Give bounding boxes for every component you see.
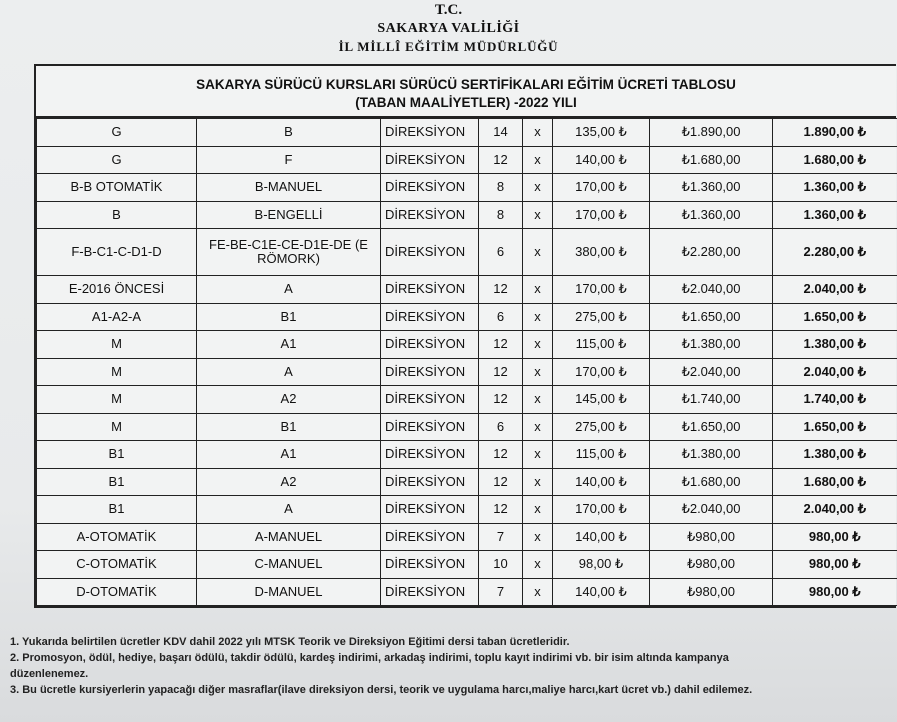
table-cell-c6: 170,00 ₺ xyxy=(553,496,650,524)
table-cell-c8: 1.360,00 ₺ xyxy=(773,174,897,202)
table-cell-c1: M xyxy=(37,386,197,414)
table-cell-c3: DİREKSİYON xyxy=(381,468,479,496)
table-cell-c3: DİREKSİYON xyxy=(381,229,479,276)
table-cell-c6: 170,00 ₺ xyxy=(553,201,650,229)
table-cell-c8: 2.040,00 ₺ xyxy=(773,358,897,386)
table-cell-c4: 12 xyxy=(479,496,523,524)
table-cell-c1: D-OTOMATİK xyxy=(37,578,197,606)
table-title xyxy=(36,66,896,118)
table-cell-c2: D-MANUEL xyxy=(197,578,381,606)
table-cell-c1: B1 xyxy=(37,468,197,496)
table-cell-c6: 275,00 ₺ xyxy=(553,413,650,441)
table-cell-c8: 1.380,00 ₺ xyxy=(773,331,897,359)
table-row xyxy=(37,331,897,359)
table-cell-c8: 2.040,00 ₺ xyxy=(773,496,897,524)
table-cell-c4: 12 xyxy=(479,468,523,496)
table-cell-c5: x xyxy=(523,441,553,469)
table-row xyxy=(37,578,897,606)
table-cell-c2: A xyxy=(197,496,381,524)
table-row xyxy=(37,551,897,579)
note-2-continued: düzenlenemez. xyxy=(10,668,89,680)
table-cell-c6: 135,00 ₺ xyxy=(553,119,650,147)
table-cell-c3: DİREKSİYON xyxy=(381,413,479,441)
table-cell-c2: FE-BE-C1E-CE-D1E-DE (E RÖMORK) xyxy=(197,229,381,276)
table-cell-c8: 1.380,00 ₺ xyxy=(773,441,897,469)
table-cell-c6: 115,00 ₺ xyxy=(553,441,650,469)
table-cell-c1: G xyxy=(37,146,197,174)
table-cell-c5: x xyxy=(523,386,553,414)
table-cell-c4: 7 xyxy=(479,578,523,606)
table-cell-c4: 12 xyxy=(479,441,523,469)
table-title-line-2: (TABAN MAALİYETLER) -2022 YILI xyxy=(355,95,577,110)
table-cell-c5: x xyxy=(523,551,553,579)
table-cell-c2: A2 xyxy=(197,468,381,496)
table-cell-c5: x xyxy=(523,119,553,147)
table-cell-c8: 2.280,00 ₺ xyxy=(773,229,897,276)
table-cell-c3: DİREKSİYON xyxy=(381,146,479,174)
table-cell-c1: M xyxy=(37,358,197,386)
table-cell-c6: 140,00 ₺ xyxy=(553,578,650,606)
fee-table xyxy=(34,64,896,608)
table-cell-c6: 115,00 ₺ xyxy=(553,331,650,359)
table-cell-c6: 98,00 ₺ xyxy=(553,551,650,579)
table-cell-c8: 980,00 ₺ xyxy=(773,523,897,551)
table-cell-c5: x xyxy=(523,303,553,331)
table-row xyxy=(37,146,897,174)
table-cell-c8: 1.680,00 ₺ xyxy=(773,146,897,174)
table-row xyxy=(37,496,897,524)
table-cell-c1: B xyxy=(37,201,197,229)
table-cell-c5: x xyxy=(523,331,553,359)
table-cell-c3: DİREKSİYON xyxy=(381,523,479,551)
table-cell-c7: ₺1.380,00 xyxy=(650,331,773,359)
table-cell-c6: 140,00 ₺ xyxy=(553,468,650,496)
table-cell-c7: ₺1.360,00 xyxy=(650,174,773,202)
table-row xyxy=(37,303,897,331)
table-cell-c2: C-MANUEL xyxy=(197,551,381,579)
table-cell-c8: 1.650,00 ₺ xyxy=(773,303,897,331)
table-cell-c3: DİREKSİYON xyxy=(381,174,479,202)
table-cell-c4: 12 xyxy=(479,358,523,386)
table-cell-c8: 1.360,00 ₺ xyxy=(773,201,897,229)
table-cell-c3: DİREKSİYON xyxy=(381,201,479,229)
table-cell-c1: A-OTOMATİK xyxy=(37,523,197,551)
table-cell-c3: DİREKSİYON xyxy=(381,303,479,331)
table-cell-c2: B xyxy=(197,119,381,147)
table-cell-c8: 1.890,00 ₺ xyxy=(773,119,897,147)
table-row xyxy=(37,413,897,441)
table-cell-c2: A xyxy=(197,358,381,386)
note-1: 1. Yukarıda belirtilen ücretler KDV dahil 2022 yılı MTSK Teorik ve Direksiyon Eğitimi dersi taban ücretleridir. xyxy=(10,636,570,648)
note-3: 3. Bu ücretle kursiyerlerin yapacağı diğer masraflar(ilave direksiyon dersi, teorik ve uygulama harcı,maliye harcı,kart ücret vb.) dahil edilemez. xyxy=(10,684,753,696)
table-cell-c4: 6 xyxy=(479,229,523,276)
table-cell-c7: ₺2.040,00 xyxy=(650,496,773,524)
table-cell-c5: x xyxy=(523,276,553,304)
table-cell-c8: 980,00 ₺ xyxy=(773,551,897,579)
table-cell-c7: ₺980,00 xyxy=(650,578,773,606)
table-row xyxy=(37,468,897,496)
table-cell-c5: x xyxy=(523,468,553,496)
table-cell-c1: F-B-C1-C-D1-D xyxy=(37,229,197,276)
table-row xyxy=(37,358,897,386)
table-cell-c7: ₺1.890,00 xyxy=(650,119,773,147)
table-cell-c7: ₺980,00 xyxy=(650,551,773,579)
table-cell-c7: ₺1.380,00 xyxy=(650,441,773,469)
table-cell-c4: 12 xyxy=(479,276,523,304)
table-cell-c5: x xyxy=(523,358,553,386)
table-cell-c2: A1 xyxy=(197,331,381,359)
table-cell-c4: 12 xyxy=(479,386,523,414)
table-cell-c8: 1.740,00 ₺ xyxy=(773,386,897,414)
table-row xyxy=(37,386,897,414)
table-cell-c1: M xyxy=(37,413,197,441)
table-cell-c2: B1 xyxy=(197,413,381,441)
table-cell-c3: DİREKSİYON xyxy=(381,331,479,359)
table-cell-c1: G xyxy=(37,119,197,147)
table-cell-c5: x xyxy=(523,413,553,441)
table-cell-c3: DİREKSİYON xyxy=(381,441,479,469)
table-row xyxy=(37,201,897,229)
table-cell-c4: 6 xyxy=(479,413,523,441)
table-cell-c1: B-B OTOMATİK xyxy=(37,174,197,202)
table-cell-c4: 12 xyxy=(479,331,523,359)
table-cell-c5: x xyxy=(523,146,553,174)
note-2: 2. Promosyon, ödül, hediye, başarı ödülü, takdir ödülü, kardeş indirimi, arkadaş indirimi, toplu kayıt indirimi vb. bir isim altında kampanya xyxy=(10,652,729,664)
table-cell-c2: A2 xyxy=(197,386,381,414)
table-cell-c7: ₺1.680,00 xyxy=(650,468,773,496)
table-cell-c7: ₺1.650,00 xyxy=(650,303,773,331)
table-cell-c5: x xyxy=(523,174,553,202)
table-cell-c2: A xyxy=(197,276,381,304)
table-title-line-1: SAKARYA SÜRÜCÜ KURSLARI SÜRÜCÜ SERTİFİKALARI EĞİTİM ÜCRETİ TABLOSU xyxy=(196,77,736,92)
table-cell-c6: 380,00 ₺ xyxy=(553,229,650,276)
table-cell-c7: ₺1.740,00 xyxy=(650,386,773,414)
table-cell-c6: 170,00 ₺ xyxy=(553,276,650,304)
table-cell-c6: 140,00 ₺ xyxy=(553,146,650,174)
table-cell-c5: x xyxy=(523,229,553,276)
table-cell-c7: ₺2.040,00 xyxy=(650,358,773,386)
table-cell-c8: 2.040,00 ₺ xyxy=(773,276,897,304)
table-cell-c3: DİREKSİYON xyxy=(381,496,479,524)
table-cell-c2: A1 xyxy=(197,441,381,469)
header-line-1: T.C. xyxy=(434,2,463,18)
table-cell-c7: ₺2.040,00 xyxy=(650,276,773,304)
table-cell-c1: B1 xyxy=(37,441,197,469)
table-cell-c6: 145,00 ₺ xyxy=(553,386,650,414)
table-cell-c1: C-OTOMATİK xyxy=(37,551,197,579)
table-cell-c6: 170,00 ₺ xyxy=(553,358,650,386)
table-cell-c4: 6 xyxy=(479,303,523,331)
table-cell-c1: B1 xyxy=(37,496,197,524)
table-cell-c7: ₺1.650,00 xyxy=(650,413,773,441)
table-cell-c8: 1.680,00 ₺ xyxy=(773,468,897,496)
table-cell-c8: 1.650,00 ₺ xyxy=(773,413,897,441)
table-row xyxy=(37,523,897,551)
table-cell-c2: F xyxy=(197,146,381,174)
table-cell-c2: B1 xyxy=(197,303,381,331)
fee-table-body xyxy=(36,118,897,606)
table-row xyxy=(37,119,897,147)
table-cell-c3: DİREKSİYON xyxy=(381,386,479,414)
table-row xyxy=(37,276,897,304)
table-cell-c8: 980,00 ₺ xyxy=(773,578,897,606)
table-row xyxy=(37,441,897,469)
header-line-2: SAKARYA VALİLİĞİ xyxy=(377,21,520,36)
table-cell-c3: DİREKSİYON xyxy=(381,276,479,304)
table-cell-c7: ₺2.280,00 xyxy=(650,229,773,276)
table-row xyxy=(37,229,897,276)
table-cell-c3: DİREKSİYON xyxy=(381,551,479,579)
table-cell-c1: M xyxy=(37,331,197,359)
table-cell-c5: x xyxy=(523,201,553,229)
table-cell-c4: 8 xyxy=(479,201,523,229)
footnotes xyxy=(10,634,890,698)
table-row xyxy=(37,174,897,202)
table-cell-c3: DİREKSİYON xyxy=(381,119,479,147)
table-cell-c2: B-MANUEL xyxy=(197,174,381,202)
table-cell-c3: DİREKSİYON xyxy=(381,358,479,386)
table-cell-c2: A-MANUEL xyxy=(197,523,381,551)
table-cell-c7: ₺1.680,00 xyxy=(650,146,773,174)
table-cell-c4: 7 xyxy=(479,523,523,551)
table-cell-c3: DİREKSİYON xyxy=(381,578,479,606)
table-cell-c4: 14 xyxy=(479,119,523,147)
table-cell-c7: ₺1.360,00 xyxy=(650,201,773,229)
table-cell-c4: 12 xyxy=(479,146,523,174)
table-cell-c1: E-2016 ÖNCESİ xyxy=(37,276,197,304)
table-cell-c2: B-ENGELLİ xyxy=(197,201,381,229)
table-cell-c6: 140,00 ₺ xyxy=(553,523,650,551)
table-cell-c4: 10 xyxy=(479,551,523,579)
table-cell-c5: x xyxy=(523,523,553,551)
table-cell-c4: 8 xyxy=(479,174,523,202)
table-cell-c1: A1-A2-A xyxy=(37,303,197,331)
table-cell-c5: x xyxy=(523,578,553,606)
table-cell-c6: 170,00 ₺ xyxy=(553,174,650,202)
table-cell-c6: 275,00 ₺ xyxy=(553,303,650,331)
header-line-3: İL MİLLÎ EĞİTİM MÜDÜRLÜĞÜ xyxy=(338,39,559,54)
table-cell-c7: ₺980,00 xyxy=(650,523,773,551)
table-cell-c5: x xyxy=(523,496,553,524)
